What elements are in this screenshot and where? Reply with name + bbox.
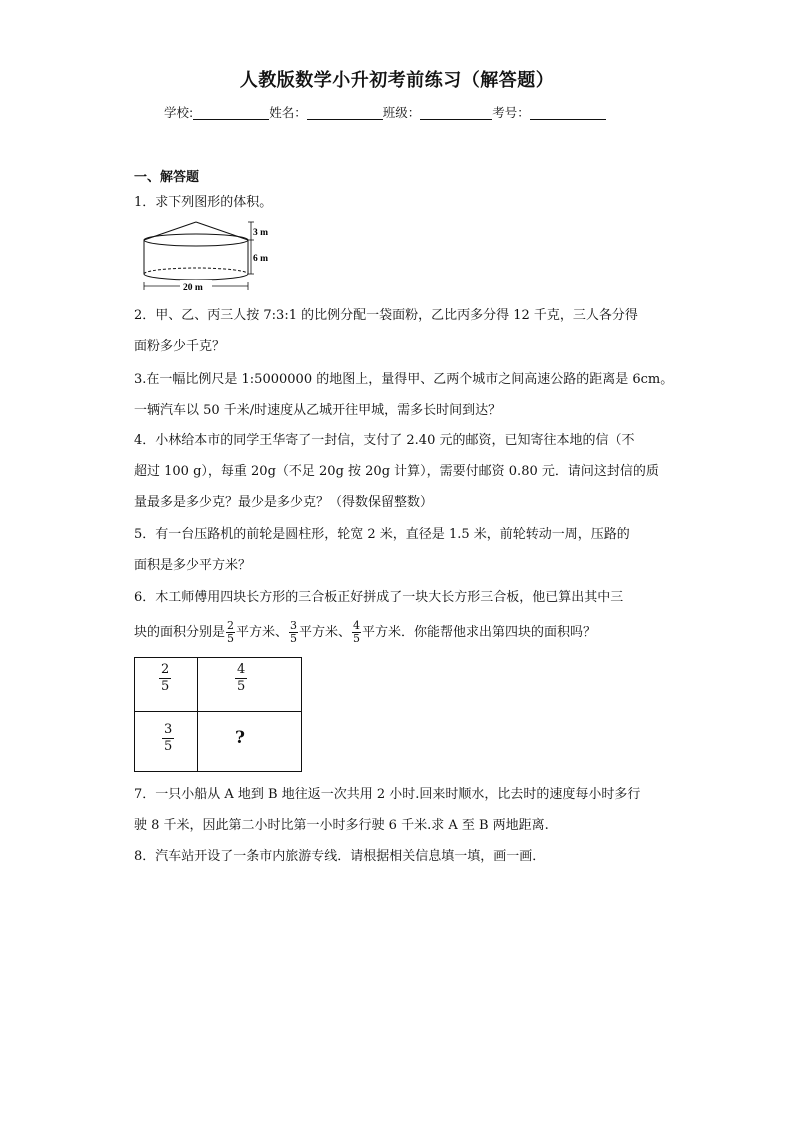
grid-cell-bottom-right-unknown: ? bbox=[235, 728, 245, 748]
question-1: 1．求下列图形的体积。 bbox=[134, 195, 273, 210]
question-6: 6．木工师傅用四块长方形的三合板正好拼成了一块大长方形三合板，他已算出其中三 块的面积分别是 $\frac{2}{5}$ 平方米、 $\frac{3}{5}$ 平方米、 $\frac{4}{5}$ 平方米．你能帮他求出第四块的面积吗？ bbox=[134, 590, 624, 645]
grid-cell-bottom-left: 3 5 bbox=[164, 722, 173, 754]
page-title: 人教版数学小升初考前练习（解答题） bbox=[239, 70, 555, 91]
cone-right-edge bbox=[196, 222, 248, 240]
top-ellipse bbox=[144, 234, 248, 246]
question-7: 7．一只小船从 A 地到 B 地往返一次共用 2 小时.回来时顺水，比去时的速度每小时多行 驶 8 千米，因此第二小时比第一小时多行驶 6 千米.求 A 至 B 两地距离. bbox=[134, 787, 641, 833]
fraction-two-fifths: $\frac{2}{5}$ bbox=[227, 619, 235, 645]
bottom-ellipse-back bbox=[144, 268, 248, 274]
question-4: 4．小林给本市的同学王华寄了一封信，支付了 2.40 元的邮资，已知寄往本地的信（不 超过 100 g），每重 20g（不足 20g 按 20g 计算），需要付邮资 0.80 元．请问这封信的质 量最多是多少克？最少是多少克？（得数保留整数） bbox=[134, 433, 659, 510]
grid-cell-top-left: 2 5 bbox=[161, 662, 170, 694]
question-3: 3.在一幅比例尺是 1:5000000 的地图上，量得甲、乙两个城市之间高速公路的距离是 6cm。 一辆汽车以 50 千米/时速度从乙城开往甲城，需多长时间到达？ bbox=[134, 372, 674, 418]
name-label: 姓名： bbox=[269, 105, 307, 120]
student-info-row bbox=[164, 103, 606, 121]
name-blank[interactable] bbox=[307, 105, 383, 120]
grid-cell-top-right: 4 5 bbox=[237, 662, 246, 694]
question-8: 8．汽车站开设了一条市内旅游专线．请根据相关信息填一填，画一画． bbox=[134, 849, 546, 864]
section-title: 一、解答题 bbox=[134, 170, 200, 185]
fraction-three-fifths: $\frac{3}{5}$ bbox=[290, 619, 298, 645]
label-cylinder-height: 6 m bbox=[253, 254, 269, 264]
cone-cylinder-figure bbox=[140, 216, 270, 296]
cone-left-edge bbox=[144, 222, 196, 240]
fraction-four-fifths: $\frac{4}{5}$ bbox=[353, 619, 361, 645]
question-5: 5．有一台压路机的前轮是圆柱形，轮宽 2 米，直径是 1.5 米，前轮转动一周，压路的 面积是多少平方米？ bbox=[134, 527, 630, 573]
bottom-ellipse-front bbox=[144, 274, 248, 280]
exam-no-label: 考号： bbox=[492, 105, 530, 120]
school-blank[interactable] bbox=[193, 105, 269, 120]
school-label: 学校: bbox=[164, 105, 194, 120]
question-2: 2．甲、乙、丙三人按 7:3:1 的比例分配一袋面粉，乙比丙多分得 12 千克，三人各分得 面粉多少千克？ bbox=[134, 308, 638, 354]
label-diameter: 20 m bbox=[183, 283, 203, 293]
class-label: 班级： bbox=[382, 105, 421, 120]
plywood-area-grid bbox=[134, 657, 302, 772]
exam-no-blank[interactable] bbox=[530, 105, 606, 120]
label-cone-height: 3 m bbox=[253, 228, 269, 238]
class-blank[interactable] bbox=[420, 105, 492, 120]
